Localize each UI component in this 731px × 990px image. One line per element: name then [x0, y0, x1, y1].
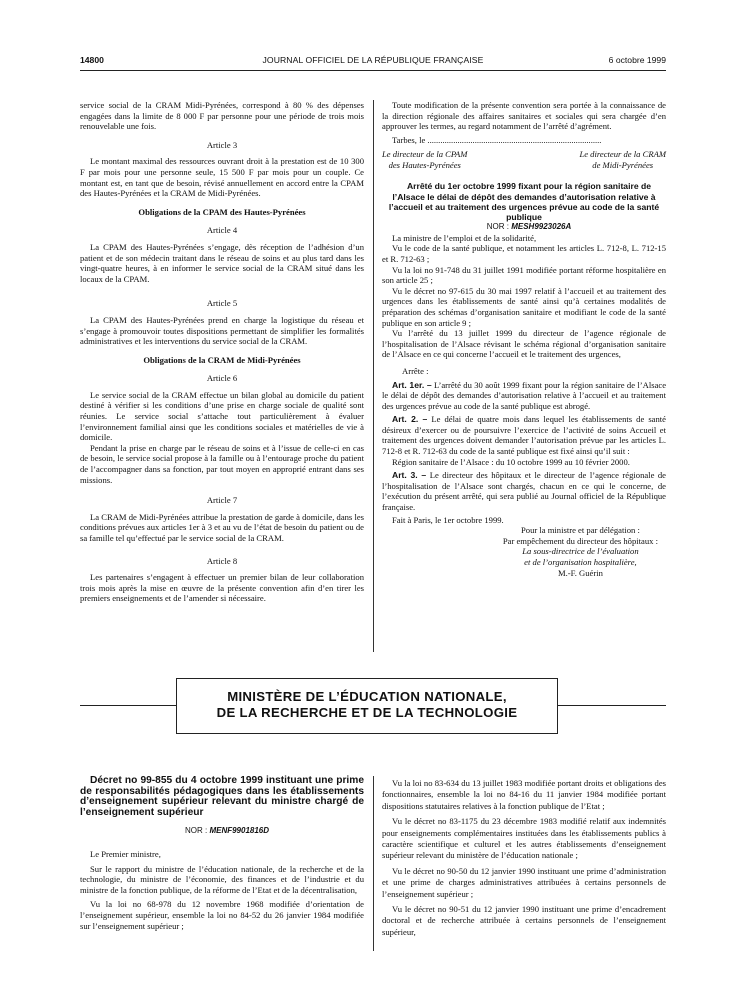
nor-label: NOR : [184, 826, 208, 836]
nor-label: NOR : [486, 222, 509, 232]
decree-right-column [382, 778, 666, 938]
paragraph: Vu la loi no 91-748 du 31 juillet 1991 modifiée portant réforme hospitalière en son article 25 ; [382, 264, 666, 286]
article-label: Art. 1er. – [392, 379, 432, 390]
decree-title: Décret no 99-855 du 4 octobre 1999 instituant une prime de responsabilités pédagogiques dans les établissements d’enseignement supérieur relevant du ministre chargé de l’enseignement supérieur [80, 775, 364, 818]
signature-line: Par empêchement du directeur des hôpitaux : [502, 535, 658, 546]
right-column [382, 100, 666, 578]
paragraph: La CRAM de Midi-Pyrénées attribue la prestation de garde à domicile, dans les conditions prévues aux articles 1er à 3 et au vu de l’état de besoin du patient ou de sa famille tel qu’effectué par le service social de la CRAM. [80, 511, 364, 543]
paragraph: Le montant maximal des ressources ouvrant droit à la prestation est de 10 300 F par mois pour une personne seule, 15 500 F par mois pour un couple. Ce montant est, en tant que de besoin, révisé annuellement en accord entre la CPAM des Hautes-Pyrénées et la CRAM de Midi-Pyrénées. [80, 156, 364, 199]
paragraph: La CPAM des Hautes-Pyrénées prend en charge la logistique du réseau et s’engage à promouvoir toutes dispositions permettant de simplifier les formalités administratives et les interventions du service social de la CRAM. [80, 314, 364, 347]
arrete-title: Arrêté du 1er octobre 1999 fixant pour la région sanitaire de l’Alsace le délai de dépôt des demandes d’autorisation relative à l’accueil et au traitement des urgences prévue au code de la santé publique [388, 181, 660, 222]
journal-title: JOURNAL OFFICIEL DE LA RÉPUBLIQUE FRANÇAISE [262, 55, 484, 65]
nor-code: MENF9901816D [209, 826, 270, 836]
arrete-keyword: Arrête : [402, 365, 429, 376]
paragraph: Fait à Paris, le 1er octobre 1999. [392, 514, 504, 525]
paragraph: Sur le rapport du ministre de l’éducation nationale, de la recherche et de la technologie, du ministre de l’économie, des finances et de l’industrie et du ministre de la fonction publique, de la réforme de l’Etat et de la décentralisation, [80, 863, 364, 895]
article-paragraph: Art. 2. – Le délai de quatre mois dans lequel les établissements de santé désireux d’exercer ou de poursuivre l’exercice de l’activité de soins Accueil et traitement des urgences doivent demander l’autorisation prévue par les articles L. 712-8 et R. 712-63 du code de la santé publique est fixé ainsi qu’il suit : [382, 414, 666, 457]
article-label: Art. 2. – [392, 414, 428, 425]
nor-code: MESH9923026A [511, 222, 572, 232]
paragraph: Vu le décret no 90-50 du 12 janvier 1990 instituant une prime d’administration et une prime de charges administratives attribuées à certains personnels de l’enseignement supérieur ; [382, 865, 666, 899]
place-date-line: Tarbes, le ................................................................................. [392, 134, 602, 145]
signature-block [382, 525, 666, 578]
signatory-title: des Hautes-Pyrénées [388, 159, 461, 170]
signatory-title: Le directeur de la CPAM [382, 149, 468, 160]
article-heading: Article 5 [206, 298, 238, 309]
paragraph: Vu le code de la santé publique, et notamment les articles L. 712-8, L. 712-15 et R. 712-63 ; [382, 243, 666, 264]
page-header [80, 55, 666, 69]
article-heading: Article 8 [206, 555, 238, 566]
paragraph: Vu l’arrêté du 13 juillet 1999 du directeur de l’agence régionale de l’hospitalisation de l’Alsace révisant le schéma régional d’organisation sanitaire de l’Alsace en ce qui concerne l’accueil et le traitement des urgences, [382, 328, 666, 360]
signatory-name: M.-F. Guérin [557, 567, 603, 578]
signature-block [382, 149, 666, 171]
ministry-title: MINISTÈRE DE L’ÉDUCATION NATIONALE, DE LA RECHERCHE ET DE LA TECHNOLOGIE [216, 689, 518, 720]
paragraph: La ministre de l’emploi et de la solidarité, [392, 232, 537, 243]
article-heading: Article 3 [206, 139, 238, 150]
signature-line: Pour la ministre et par délégation : [521, 525, 640, 536]
article-heading: Article 6 [206, 373, 238, 384]
section-heading: Obligations de la CRAM de Midi-Pyrénées [143, 354, 301, 365]
header-rule [80, 70, 666, 71]
paragraph: Les partenaires s’engagent à effectuer un premier bilan de leur collaboration trois mois après la mise en œuvre de la présente convention afin d’en tirer les premiers enseignements et de l’amender si nécessaire. [80, 572, 364, 604]
article-heading: Article 4 [206, 225, 238, 236]
paragraph: Vu le décret no 90-51 du 12 janvier 1990 instituant une prime d’encadrement doctoral et de recherche attribuée à certains personnels de l’enseignement supérieur, [382, 904, 666, 937]
paragraph: Vu la loi no 83-634 du 13 juillet 1983 modifiée portant droits et obligations des fonctionnaires, ensemble la loi no 84-16 du 11 janvier 1984 modifiée portant dispositions statutaires relatives à la fonction publique de l’Etat ; [382, 778, 666, 811]
article-label: Art. 3. – [392, 470, 427, 481]
section-heading: Obligations de la CPAM des Hautes-Pyrénées [138, 206, 306, 217]
column-divider [373, 776, 374, 951]
article-heading: Article 7 [206, 495, 238, 506]
paragraph: Vu le décret no 83-1175 du 23 décembre 1983 modifié relatif aux indemnités pour enseignements complémentaires instituées dans les établissements publics à caractère scientifique et culturel et les autres établissements d’enseignement supérieur relevant du ministère de l’éducation nationale ; [382, 816, 666, 861]
nor-reference [382, 222, 666, 233]
decree-left-column [80, 776, 364, 931]
paragraph: Toute modification de la présente convention sera portée à la connaissance de la direction régionale des affaires sanitaires et sociales qui sera chargée d’en approuver les termes, au regard notamment de l’arrêté d’agrément. [382, 100, 666, 132]
paragraph: service social de la CRAM Midi-Pyrénées, correspond à 80 % des dépenses engagées dans la limite de 8 000 F par personne pour une période de trois mois renouvelable une fois. [80, 100, 364, 132]
paragraph: Vu la loi no 68-978 du 12 novembre 1968 modifiée d’orientation de l’enseignement supérieur, ensemble la loi no 84-52 du 26 janvier 1984 modifiée sur l’enseignement supérieur ; [80, 899, 364, 931]
signatory-title: Le directeur de la CRAM [579, 149, 666, 160]
article-paragraph: Art. 1er. – L’arrêté du 30 août 1999 fixant pour la région sanitaire de l’Alsace le délai de dépôt des demandes d’autorisation relative à l’accueil et au traitement des urgences prévue au code de la santé publique est abrogé. [382, 379, 667, 411]
signature-line: La sous-directrice de l’évaluation [522, 546, 639, 557]
paragraph: La CPAM des Hautes-Pyrénées s’engage, dès réception de l’adhésion d’un patient et de son médecin traitant dans le réseau de soins et au plus tard dans les vingt-quatre heures, à en informer le service social de la CRAM situé dans les locaux de la CPAM. [80, 241, 364, 284]
ministry-box [176, 678, 558, 734]
column-divider [373, 100, 374, 652]
paragraph: Pendant la prise en charge par le réseau de soins et à l’issue de celle-ci en cas de besoin, le service social propose à la famille ou à l’entourage proche du patient de l’accompagner dans sa fonction, par tout moyen en approprié entrant dans ses missions. [80, 442, 364, 485]
paragraph: Région sanitaire de l’Alsace : du 10 octobre 1999 au 10 février 2000. [392, 456, 630, 467]
signatory-title: de Midi-Pyrénées [592, 159, 654, 170]
paragraph: Le service social de la CRAM effectue un bilan global au domicile du patient destiné à vérifier si les conditions d’une prise en charge sociale de qualité sont réunies. Le service social s’attache tout particulièrement à évaluer l’environnement familial ainsi que les conditions sociales et matérielles de vie à domicile. [80, 389, 364, 443]
page-number: 14800 [80, 55, 104, 65]
left-column [80, 100, 364, 604]
signature-line: et de l’organisation hospitalière, [524, 557, 637, 567]
paragraph: Vu le décret no 97-615 du 30 mai 1997 relatif à l’accueil et au traitement des urgences dans les établissements de santé ainsi qu’à certaines modalités de préparation des schémas d’organisation sanitaire et modifiant le code de la santé publique en son article 9 ; [382, 285, 666, 328]
article-paragraph: Art. 3. – Le directeur des hôpitaux et le directeur de l’agence régionale de l’hospitalisation de l’Alsace sont chargés, chacun en ce qui le concerne, de l’exécution du présent arrêté, qui sera publié au Journal officiel de la République française. [382, 470, 666, 513]
paragraph: Le Premier ministre, [90, 848, 161, 859]
nor-reference [80, 826, 364, 837]
issue-date: 6 octobre 1999 [608, 55, 666, 65]
